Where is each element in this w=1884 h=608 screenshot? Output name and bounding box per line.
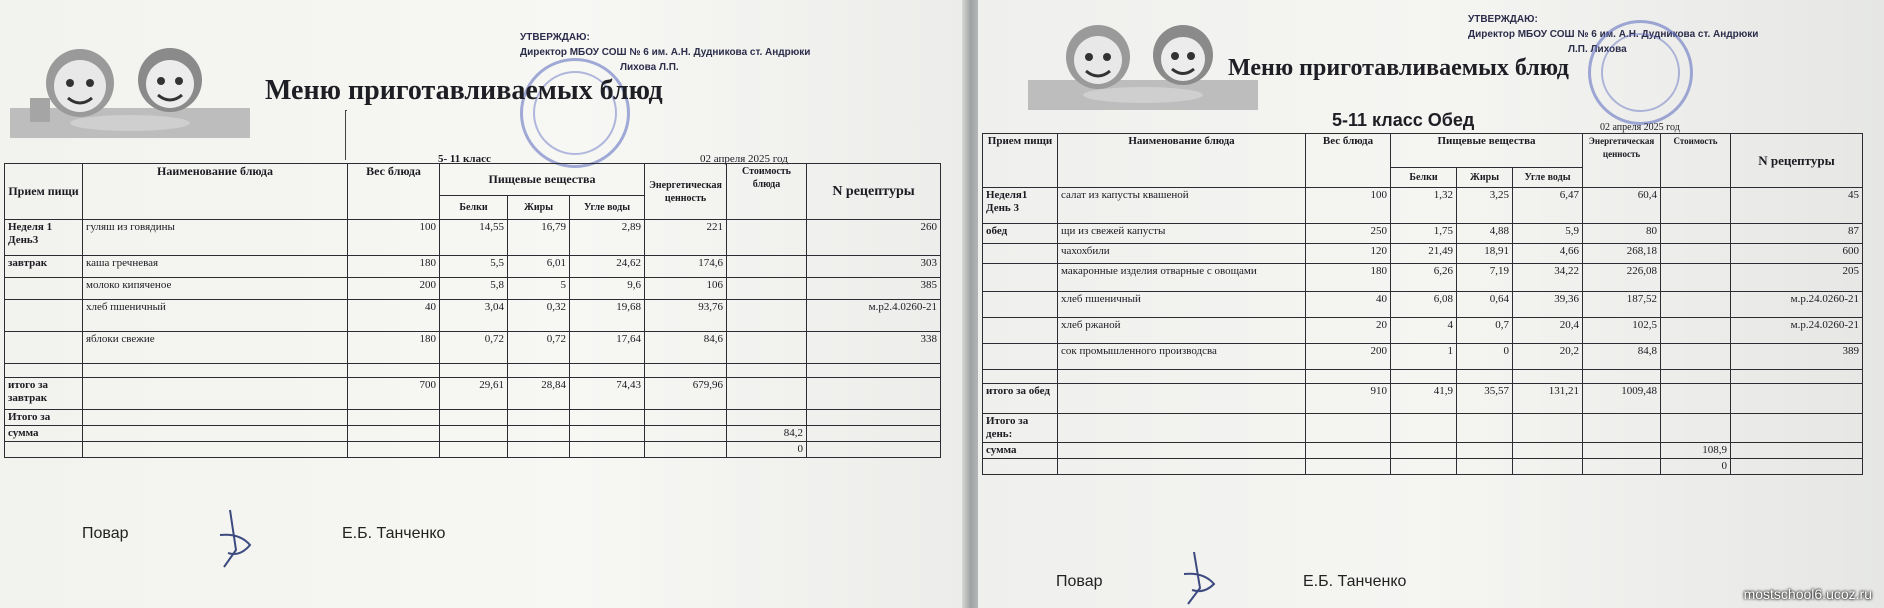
cell-fat: 6,01 — [508, 256, 570, 278]
cell-weight — [348, 410, 440, 426]
official-stamp — [1588, 20, 1693, 125]
cell-fat: 3,25 — [1457, 188, 1513, 224]
cell-cost — [1661, 224, 1731, 244]
header-weight: Вес блюда — [348, 164, 440, 220]
cell-dish — [83, 378, 348, 410]
header-recipe: N рецептуры — [1731, 134, 1863, 188]
approval-signatory: Л.П. Лихова — [1568, 44, 1627, 55]
cell-recipe: 385 — [807, 278, 941, 300]
header-nutrients: Пищевые вещества — [440, 164, 645, 196]
table-row — [983, 384, 1863, 414]
cell-meal — [5, 300, 83, 332]
cell-meal — [5, 278, 83, 300]
cell-energy: 84,6 — [645, 332, 727, 364]
cell-fat: 5 — [508, 278, 570, 300]
cell-protein: 5,8 — [440, 278, 508, 300]
cell-fat — [1457, 459, 1513, 475]
cell-carbs: 19,68 — [570, 300, 645, 332]
cell-recipe: м.р2.4.0260-21 — [807, 300, 941, 332]
cell-recipe — [1731, 443, 1863, 459]
header-fat: Жиры — [508, 196, 570, 220]
cell-dish: сок промышленного производсва — [1058, 344, 1306, 370]
cell-cost — [727, 410, 807, 426]
cell-meal — [983, 370, 1058, 384]
cell-fat: 28,84 — [508, 378, 570, 410]
cell-energy — [645, 364, 727, 378]
cell-cost — [1661, 384, 1731, 414]
table-row — [5, 410, 941, 426]
table-row — [5, 442, 941, 458]
menu-sheet-lunch — [978, 0, 1884, 608]
cell-energy: 268,18 — [1583, 244, 1661, 264]
cell-cost — [727, 300, 807, 332]
cell-meal: итого за обед — [983, 384, 1058, 414]
cell-fat — [508, 364, 570, 378]
cell-fat: 18,91 — [1457, 244, 1513, 264]
cell-meal — [983, 292, 1058, 318]
menu-date: 02 апреля 2025 год — [700, 153, 788, 165]
cell-carbs: 6,47 — [1513, 188, 1583, 224]
cell-protein: 1,32 — [1391, 188, 1457, 224]
cell-energy — [645, 410, 727, 426]
cell-energy: 84,8 — [1583, 344, 1661, 370]
site-watermark: mostschool6.ucoz.ru — [1743, 586, 1872, 602]
cell-cost — [1661, 318, 1731, 344]
cell-protein: 5,5 — [440, 256, 508, 278]
table-row — [983, 224, 1863, 244]
cell-meal: Неделя 1 День3 — [5, 220, 83, 256]
cell-recipe: 205 — [1731, 264, 1863, 292]
cook-name: Е.Б. Танченко — [342, 525, 446, 542]
cell-recipe — [1731, 414, 1863, 443]
cell-recipe — [807, 364, 941, 378]
menu-table — [982, 133, 1863, 475]
cell-meal: Итого за — [5, 410, 83, 426]
table-row — [983, 344, 1863, 370]
cell-meal — [983, 264, 1058, 292]
header-carbs: Угле воды — [1513, 168, 1583, 188]
cell-meal — [983, 318, 1058, 344]
cell-weight: 700 — [348, 378, 440, 410]
cell-meal — [5, 332, 83, 364]
cell-meal: сумма — [983, 443, 1058, 459]
cell-weight — [348, 364, 440, 378]
cell-cost: 0 — [727, 442, 807, 458]
cell-weight — [1306, 443, 1391, 459]
header-protein: Белки — [1391, 168, 1457, 188]
cell-cost — [727, 220, 807, 256]
table-row — [983, 188, 1863, 224]
cell-protein — [1391, 370, 1457, 384]
cell-carbs: 20,2 — [1513, 344, 1583, 370]
cell-dish — [83, 410, 348, 426]
cell-carbs: 4,66 — [1513, 244, 1583, 264]
cell-energy: 106 — [645, 278, 727, 300]
cell-recipe — [1731, 459, 1863, 475]
cell-fat: 4,88 — [1457, 224, 1513, 244]
cell-fat: 0 — [1457, 344, 1513, 370]
cell-weight — [1306, 370, 1391, 384]
cell-protein — [1391, 459, 1457, 475]
cell-fat — [508, 426, 570, 442]
cell-protein — [440, 364, 508, 378]
cell-cost — [1661, 344, 1731, 370]
cell-fat — [508, 442, 570, 458]
cell-carbs — [570, 442, 645, 458]
cell-fat: 7,19 — [1457, 264, 1513, 292]
header-cost: Стоимость блюда — [727, 164, 807, 220]
cell-recipe: 87 — [1731, 224, 1863, 244]
cell-recipe: м.р.24.0260-21 — [1731, 292, 1863, 318]
cell-energy: 60,4 — [1583, 188, 1661, 224]
cell-energy — [1583, 443, 1661, 459]
signature-mark — [210, 505, 260, 575]
cell-weight: 100 — [1306, 188, 1391, 224]
cell-carbs: 34,22 — [1513, 264, 1583, 292]
cell-weight — [1306, 414, 1391, 443]
cell-carbs: 2,89 — [570, 220, 645, 256]
table-row — [5, 332, 941, 364]
cell-recipe: 260 — [807, 220, 941, 256]
cell-meal: итого за завтрак — [5, 378, 83, 410]
table-row — [983, 370, 1863, 384]
cell-protein: 1,75 — [1391, 224, 1457, 244]
cell-recipe — [807, 378, 941, 410]
cell-weight — [348, 442, 440, 458]
cell-fat — [1457, 443, 1513, 459]
page-title: Меню приготавливаемых блюд — [1228, 55, 1569, 81]
cell-weight: 180 — [348, 256, 440, 278]
cell-energy — [1583, 414, 1661, 443]
approval-signatory: Лихова Л.П. — [620, 62, 679, 73]
cell-dish — [1058, 459, 1306, 475]
table-row — [983, 414, 1863, 443]
cell-cost — [727, 256, 807, 278]
cell-dish — [1058, 414, 1306, 443]
cell-weight: 910 — [1306, 384, 1391, 414]
cell-protein — [1391, 443, 1457, 459]
cell-energy: 1009,48 — [1583, 384, 1661, 414]
table-row — [5, 278, 941, 300]
cell-recipe: 600 — [1731, 244, 1863, 264]
children-illustration — [1028, 15, 1258, 110]
cell-dish: щи из свежей капусты — [1058, 224, 1306, 244]
cell-energy: 174,6 — [645, 256, 727, 278]
cell-energy: 226,08 — [1583, 264, 1661, 292]
cell-carbs — [570, 410, 645, 426]
cook-label: Повар — [1056, 573, 1103, 590]
cell-protein: 0,72 — [440, 332, 508, 364]
table-row — [983, 318, 1863, 344]
cell-carbs — [1513, 443, 1583, 459]
table-row — [5, 220, 941, 256]
table-row — [983, 443, 1863, 459]
cell-protein: 1 — [1391, 344, 1457, 370]
cell-carbs — [570, 426, 645, 442]
cell-energy: 80 — [1583, 224, 1661, 244]
cell-fat: 0,32 — [508, 300, 570, 332]
cell-weight: 200 — [1306, 344, 1391, 370]
table-row — [5, 256, 941, 278]
cell-weight — [1306, 459, 1391, 475]
cell-carbs: 5,9 — [1513, 224, 1583, 244]
cell-energy: 679,96 — [645, 378, 727, 410]
cell-protein: 6,26 — [1391, 264, 1457, 292]
cell-carbs: 131,21 — [1513, 384, 1583, 414]
cell-dish — [1058, 370, 1306, 384]
cell-carbs: 17,64 — [570, 332, 645, 364]
cell-cost — [1661, 264, 1731, 292]
header-meal: Прием пищи — [5, 164, 83, 220]
cell-weight: 120 — [1306, 244, 1391, 264]
approval-title: УТВЕРЖДАЮ: — [1468, 14, 1538, 25]
cell-dish: молоко кипяченое — [83, 278, 348, 300]
cell-fat: 0,7 — [1457, 318, 1513, 344]
cell-protein: 41,9 — [1391, 384, 1457, 414]
cell-weight: 180 — [348, 332, 440, 364]
table-row — [5, 378, 941, 410]
cell-cost — [1661, 292, 1731, 318]
cell-dish: каша гречневая — [83, 256, 348, 278]
cell-cost: 0 — [1661, 459, 1731, 475]
cell-dish: хлеб ржаной — [1058, 318, 1306, 344]
header-weight: Вес блюда — [1306, 134, 1391, 188]
cell-protein — [1391, 414, 1457, 443]
cell-cost — [1661, 414, 1731, 443]
cell-energy: 93,76 — [645, 300, 727, 332]
cell-weight: 40 — [348, 300, 440, 332]
children-illustration — [10, 38, 250, 138]
cell-carbs — [570, 364, 645, 378]
cell-energy: 102,5 — [1583, 318, 1661, 344]
cell-dish — [83, 426, 348, 442]
header-dish: Наименование блюда — [83, 164, 348, 220]
cell-meal — [983, 459, 1058, 475]
cell-cost — [727, 364, 807, 378]
cell-weight: 20 — [1306, 318, 1391, 344]
header-nutrients: Пищевые вещества — [1391, 134, 1583, 168]
cell-fat: 0,64 — [1457, 292, 1513, 318]
cell-carbs — [1513, 414, 1583, 443]
table-row — [5, 364, 941, 378]
cell-dish: хлеб пшеничный — [1058, 292, 1306, 318]
header-fat: Жиры — [1457, 168, 1513, 188]
menu-table — [4, 163, 941, 458]
header-energy: Энергетическая ценность — [1583, 134, 1661, 188]
cell-carbs: 24,62 — [570, 256, 645, 278]
approval-title: УТВЕРЖДАЮ: — [520, 32, 590, 43]
cell-recipe — [807, 442, 941, 458]
cook-label: Повар — [82, 525, 129, 542]
cell-cost — [727, 378, 807, 410]
cell-cost — [1661, 370, 1731, 384]
cell-protein: 21,49 — [1391, 244, 1457, 264]
header-meal: Прием пищи — [983, 134, 1058, 188]
cell-cost — [727, 278, 807, 300]
cell-recipe — [1731, 370, 1863, 384]
table-row — [983, 292, 1863, 318]
cell-cost — [1661, 244, 1731, 264]
cell-dish: чахохбили — [1058, 244, 1306, 264]
cell-dish: гуляш из говядины — [83, 220, 348, 256]
cell-dish: макаронные изделия отварные с овощами — [1058, 264, 1306, 292]
cell-weight: 200 — [348, 278, 440, 300]
cell-energy — [1583, 459, 1661, 475]
cell-weight: 180 — [1306, 264, 1391, 292]
cell-dish: хлеб пшеничный — [83, 300, 348, 332]
cell-carbs: 74,43 — [570, 378, 645, 410]
cell-recipe — [807, 426, 941, 442]
cell-weight: 100 — [348, 220, 440, 256]
approval-director: Директор МБОУ СОШ № 6 им. А.Н. Дудникова ст. Андрюки — [1468, 29, 1759, 40]
page-title: Меню приготавливаемых блюд — [265, 75, 663, 106]
cell-recipe — [807, 410, 941, 426]
header-dish: Наименование блюда — [1058, 134, 1306, 188]
cell-energy: 187,52 — [1583, 292, 1661, 318]
cell-recipe: 338 — [807, 332, 941, 364]
cell-fat: 35,57 — [1457, 384, 1513, 414]
cell-meal — [5, 442, 83, 458]
approval-director: Директор МБОУ СОШ № 6 им. А.Н. Дудникова ст. Андрюки — [520, 47, 811, 58]
cell-dish — [1058, 384, 1306, 414]
cook-name: Е.Б. Танченко — [1303, 573, 1407, 590]
header-recipe: N рецептуры — [807, 164, 941, 220]
signature-mark — [1176, 548, 1224, 608]
cell-protein — [440, 426, 508, 442]
header-protein: Белки — [440, 196, 508, 220]
class-label: 5- 11 класс — [438, 153, 491, 165]
cell-recipe: 389 — [1731, 344, 1863, 370]
cell-protein: 6,08 — [1391, 292, 1457, 318]
cell-recipe — [1731, 384, 1863, 414]
table-row — [5, 300, 941, 332]
cell-dish: салат из капусты квашеной — [1058, 188, 1306, 224]
cell-dish — [83, 442, 348, 458]
cell-dish: яблоки свежие — [83, 332, 348, 364]
cell-cost: 108,9 — [1661, 443, 1731, 459]
cell-energy — [645, 426, 727, 442]
cell-carbs: 20,4 — [1513, 318, 1583, 344]
cell-carbs: 39,36 — [1513, 292, 1583, 318]
cell-energy: 221 — [645, 220, 727, 256]
cell-fat: 0,72 — [508, 332, 570, 364]
cell-meal: Неделя1 День 3 — [983, 188, 1058, 224]
class-label: 5-11 класс Обед — [1332, 110, 1475, 130]
cell-carbs — [1513, 370, 1583, 384]
cell-energy — [1583, 370, 1661, 384]
cell-fat — [1457, 414, 1513, 443]
cell-carbs — [1513, 459, 1583, 475]
cell-weight — [348, 426, 440, 442]
header-cost: Стоимость — [1661, 134, 1731, 188]
cell-cost — [727, 332, 807, 364]
header-frame-line — [345, 110, 347, 160]
cell-meal — [983, 244, 1058, 264]
cell-recipe: м.р.24.0260-21 — [1731, 318, 1863, 344]
header-energy: Энергетическая ценность — [645, 164, 727, 220]
cell-cost: 84,2 — [727, 426, 807, 442]
header-carbs: Угле воды — [570, 196, 645, 220]
table-row — [983, 264, 1863, 292]
cell-meal: обед — [983, 224, 1058, 244]
cell-weight: 250 — [1306, 224, 1391, 244]
cell-protein: 14,55 — [440, 220, 508, 256]
table-row — [983, 459, 1863, 475]
cell-protein — [440, 442, 508, 458]
cell-dish — [83, 364, 348, 378]
cell-protein — [440, 410, 508, 426]
cell-carbs: 9,6 — [570, 278, 645, 300]
cell-recipe: 303 — [807, 256, 941, 278]
cell-meal — [5, 364, 83, 378]
cell-fat — [508, 410, 570, 426]
cell-dish — [1058, 443, 1306, 459]
cell-recipe: 45 — [1731, 188, 1863, 224]
cell-weight: 40 — [1306, 292, 1391, 318]
cell-protein: 3,04 — [440, 300, 508, 332]
cell-fat: 16,79 — [508, 220, 570, 256]
cell-meal — [983, 344, 1058, 370]
cell-protein: 29,61 — [440, 378, 508, 410]
cell-energy — [645, 442, 727, 458]
table-row — [983, 244, 1863, 264]
cell-protein: 4 — [1391, 318, 1457, 344]
cell-cost — [1661, 188, 1731, 224]
cell-meal: завтрак — [5, 256, 83, 278]
cell-fat — [1457, 370, 1513, 384]
cell-meal: Итого за день: — [983, 414, 1058, 443]
menu-date: 02 апреля 2025 год — [1600, 122, 1680, 133]
cell-meal: сумма — [5, 426, 83, 442]
table-row — [5, 426, 941, 442]
